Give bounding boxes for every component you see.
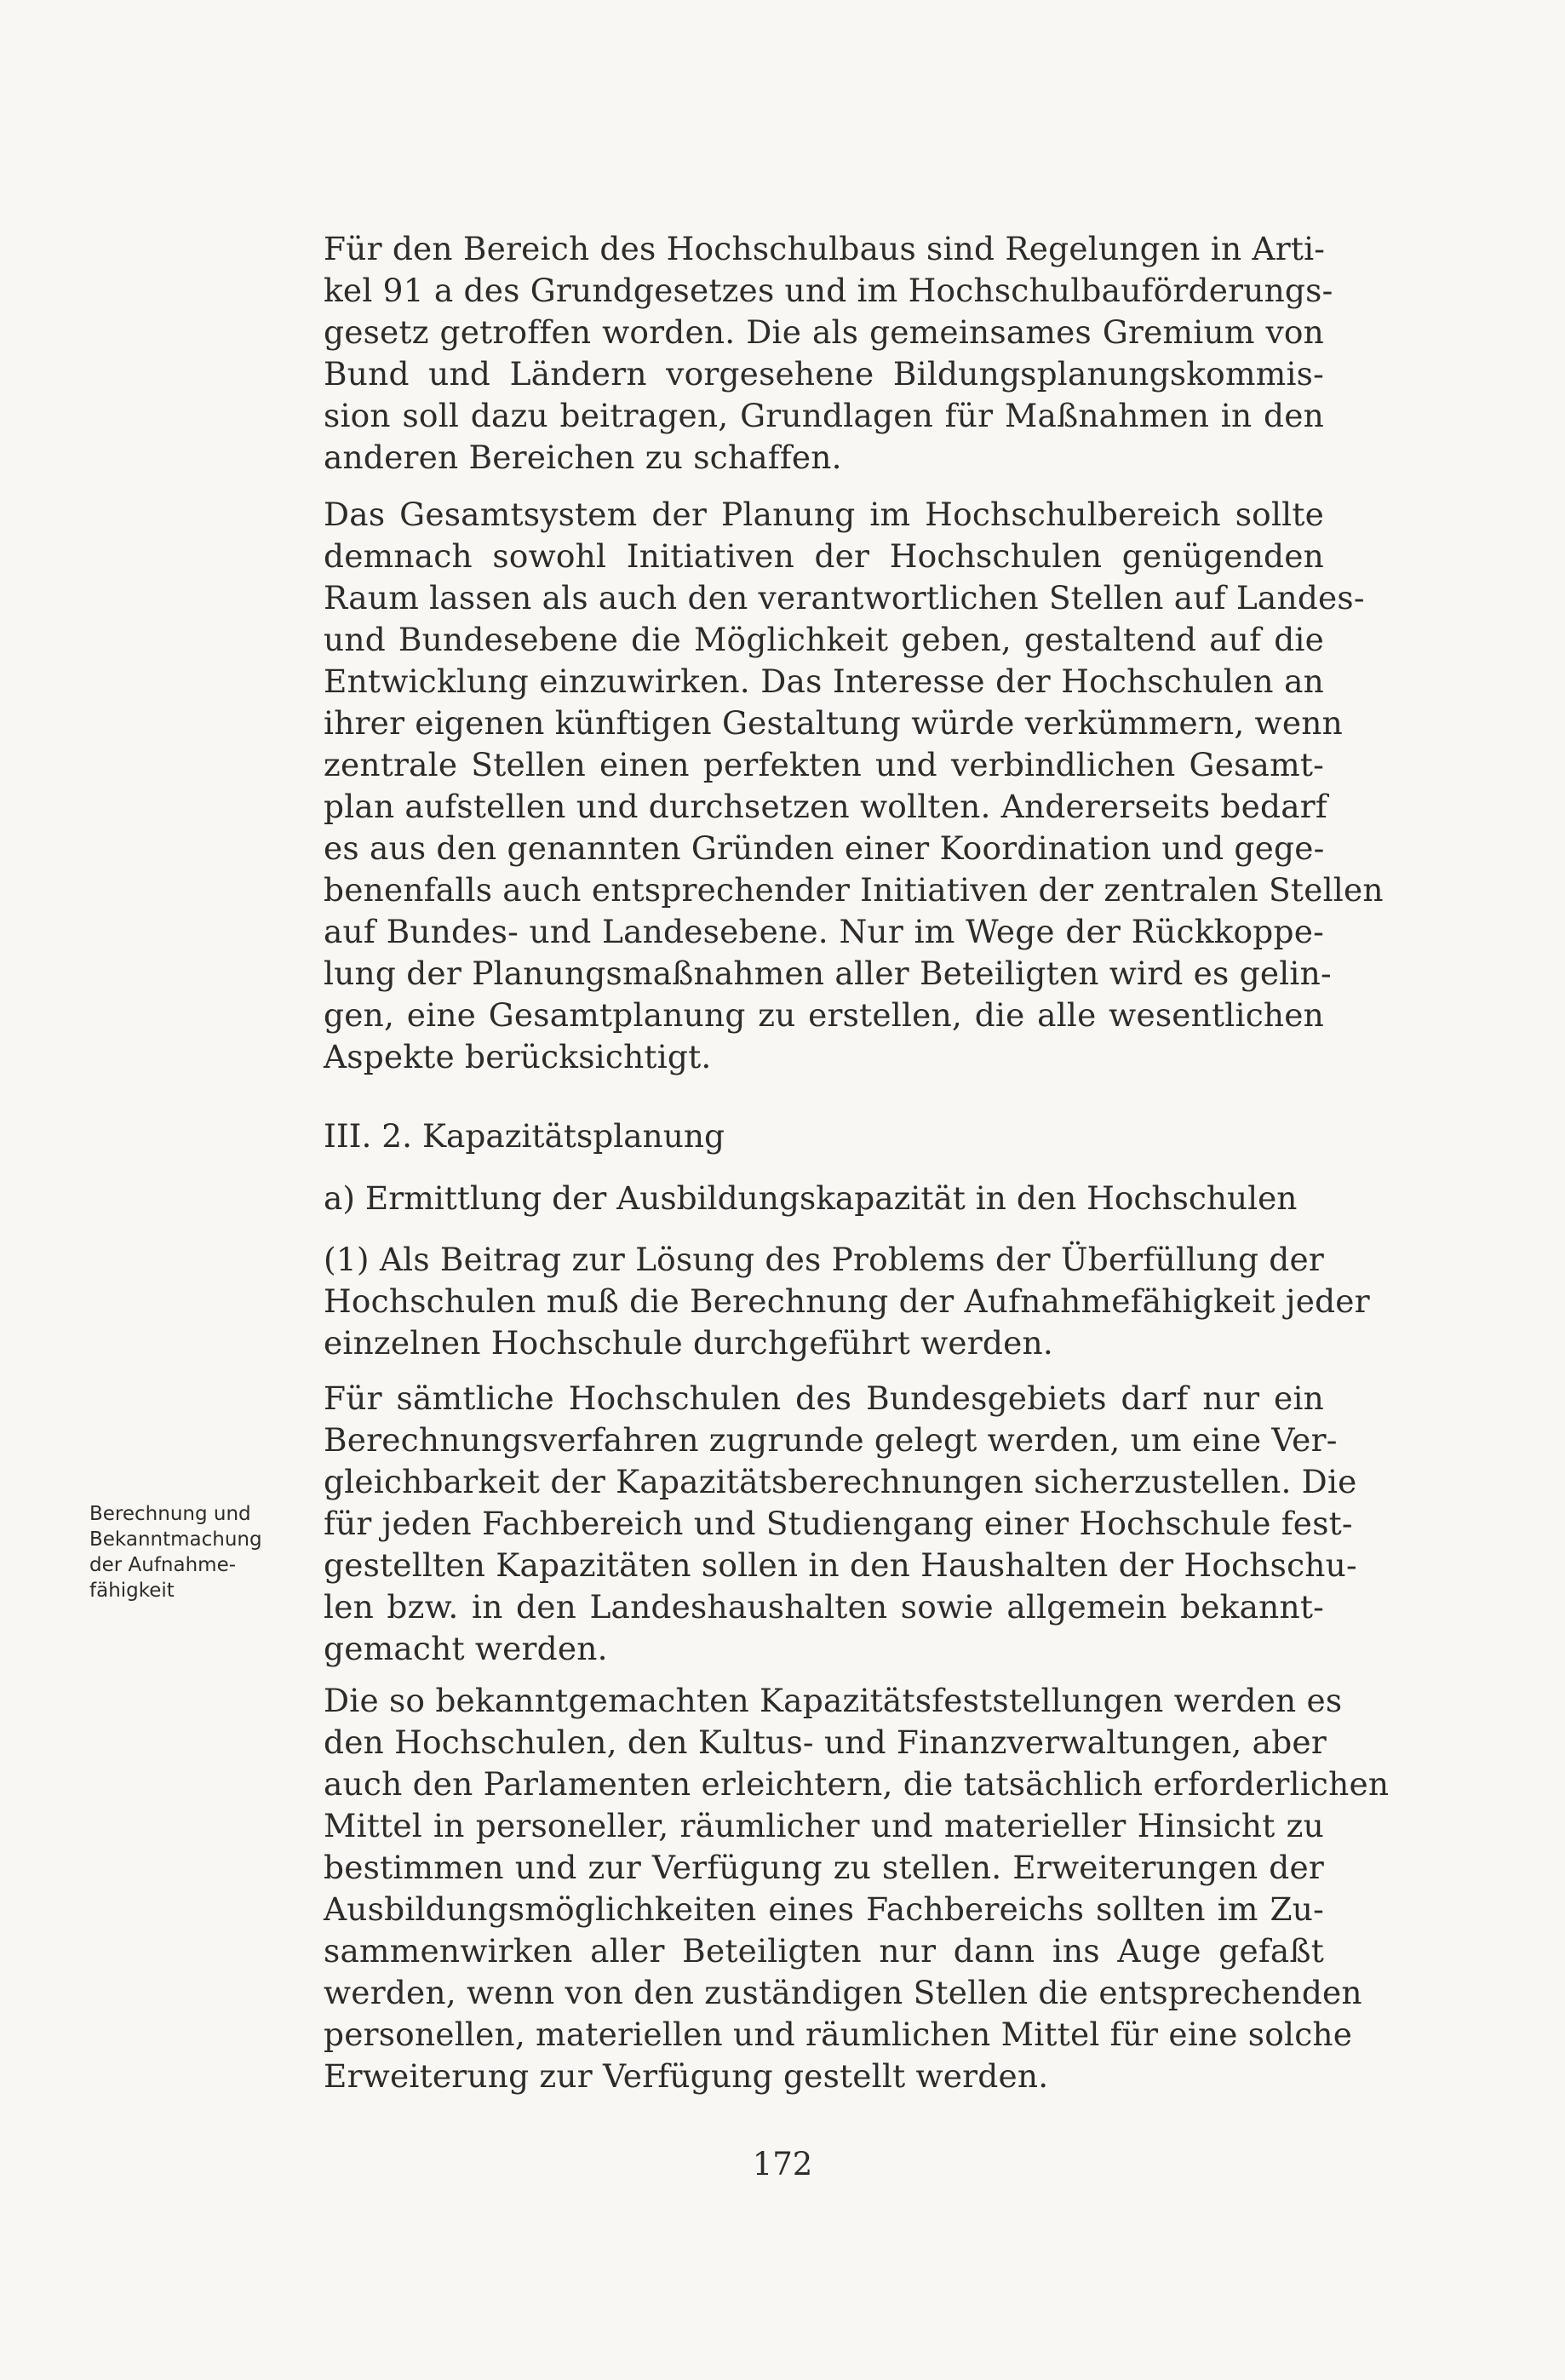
paragraph-gesamtsystem	[324, 494, 1384, 1078]
text-line: den Hochschulen, den Kultus- und Finanzverwaltungen, aber	[324, 1723, 1327, 1761]
section-heading-wrap	[324, 1115, 1324, 1157]
margin-note-line: Berechnung und	[89, 1503, 251, 1525]
paragraph-kapazitaetsfeststellungen	[324, 1680, 1390, 2097]
text-line: plan aufstellen und durchsetzen wollten. Andererseits bedarf	[324, 788, 1327, 825]
text-line: Die so bekanntgemachten Kapazitätsfeststellungen werden es	[324, 1682, 1343, 1719]
text-line: Das Gesamtsystem der Planung im Hochschulbereich sollte	[324, 496, 1324, 533]
margin-note-line: der Aufnahme-	[89, 1554, 237, 1576]
text-line: gleichbarkeit der Kapazitätsberechnungen sicherzustellen. Die	[324, 1463, 1357, 1500]
text-line: (1) Als Beitrag zur Lösung des Problems der Überfüllung der	[324, 1241, 1324, 1278]
text-line: und Bundesebene die Möglichkeit geben, gestaltend auf die	[324, 621, 1324, 658]
text-line: Für sämtliche Hochschulen des Bundesgebiets darf nur ein	[324, 1379, 1324, 1417]
paragraph-ueberfuellung	[324, 1239, 1370, 1364]
text-line: benenfalls auch entsprechender Initiativen der zentralen Stellen	[324, 871, 1384, 909]
text-line: sammenwirken aller Beteiligten nur dann ins Auge gefaßt	[324, 1932, 1324, 1970]
margin-note	[89, 1501, 294, 1603]
section-heading: III. 2. Kapazitätsplanung	[324, 1117, 725, 1155]
margin-note-line: fähigkeit	[89, 1580, 175, 1602]
text-line: Bund und Ländern vorgesehene Bildungsplanungskommis-	[324, 355, 1324, 393]
text-line: lung der Planungsmaßnahmen aller Beteiligten wird es gelin-	[324, 955, 1332, 992]
text-line: auf Bundes- und Landesebene. Nur im Wege der Rückkoppe-	[324, 913, 1324, 950]
text-line: len bzw. in den Landeshaushalten sowie allgemein bekannt-	[324, 1588, 1324, 1626]
text-line: Hochschulen muß die Berechnung der Aufnahmefähigkeit jeder	[324, 1282, 1370, 1320]
text-line: ihrer eigenen künftigen Gestaltung würde verkümmern, wenn	[324, 704, 1343, 742]
subheading: a) Ermittlung der Ausbildungskapazität in den Hochschulen	[324, 1179, 1298, 1217]
text-line: anderen Bereichen zu schaffen.	[324, 439, 842, 476]
text-line: Für den Bereich des Hochschulbaus sind Regelungen in Arti-	[324, 230, 1326, 267]
paragraph-hochschulbau	[324, 228, 1333, 479]
text-line: kel 91 a des Grundgesetzes und im Hochschulbauförderungs-	[324, 272, 1333, 309]
text-line: auch den Parlamenten erleichtern, die tatsächlich erforderlichen	[324, 1765, 1390, 1803]
text-line: Aspekte berücksichtigt.	[324, 1038, 712, 1075]
text-line: zentrale Stellen einen perfekten und verbindlichen Gesamt-	[324, 746, 1324, 783]
text-line: personellen, materiellen und räumlichen Mittel für eine solche	[324, 2016, 1353, 2053]
text-line: gen, eine Gesamtplanung zu erstellen, die alle wesentlichen	[324, 996, 1324, 1034]
text-line: gestellten Kapazitäten sollen in den Haushalten der Hochschu-	[324, 1546, 1357, 1584]
subheading-wrap	[324, 1178, 1324, 1219]
text-line: einzelnen Hochschule durchgeführt werden.	[324, 1324, 1054, 1362]
text-line: Ausbildungsmöglichkeiten eines Fachbereichs sollten im Zu-	[324, 1890, 1324, 1928]
text-line: Mittel in personeller, räumlicher und materieller Hinsicht zu	[324, 1807, 1324, 1844]
text-line: Entwicklung einzuwirken. Das Interesse der Hochschulen an	[324, 662, 1324, 700]
text-line: bestimmen und zur Verfügung zu stellen. Erweiterungen der	[324, 1849, 1324, 1886]
text-line: gesetz getroffen worden. Die als gemeinsames Gremium von	[324, 313, 1324, 351]
text-line: sion soll dazu beitragen, Grundlagen für Maßnahmen in den	[324, 397, 1324, 434]
text-line: gemacht werden.	[324, 1630, 608, 1667]
page-number: 172	[752, 2146, 813, 2182]
text-line: es aus den genannten Gründen einer Koordination und gege-	[324, 829, 1325, 867]
paragraph-berechnungsverfahren	[324, 1378, 1357, 1670]
margin-note-line: Bekanntmachung	[89, 1528, 262, 1551]
text-line: Berechnungsverfahren zugrunde gelegt werden, um eine Ver-	[324, 1421, 1338, 1459]
text-line: für jeden Fachbereich und Studiengang einer Hochschule fest-	[324, 1505, 1353, 1542]
text-line: Raum lassen als auch den verantwortlichen Stellen auf Landes-	[324, 579, 1365, 617]
text-line: demnach sowohl Initiativen der Hochschulen genügenden	[324, 537, 1324, 575]
text-line: werden, wenn von den zuständigen Stellen die entsprechenden	[324, 1974, 1362, 2011]
text-line: Erweiterung zur Verfügung gestellt werden.	[324, 2057, 1049, 2095]
